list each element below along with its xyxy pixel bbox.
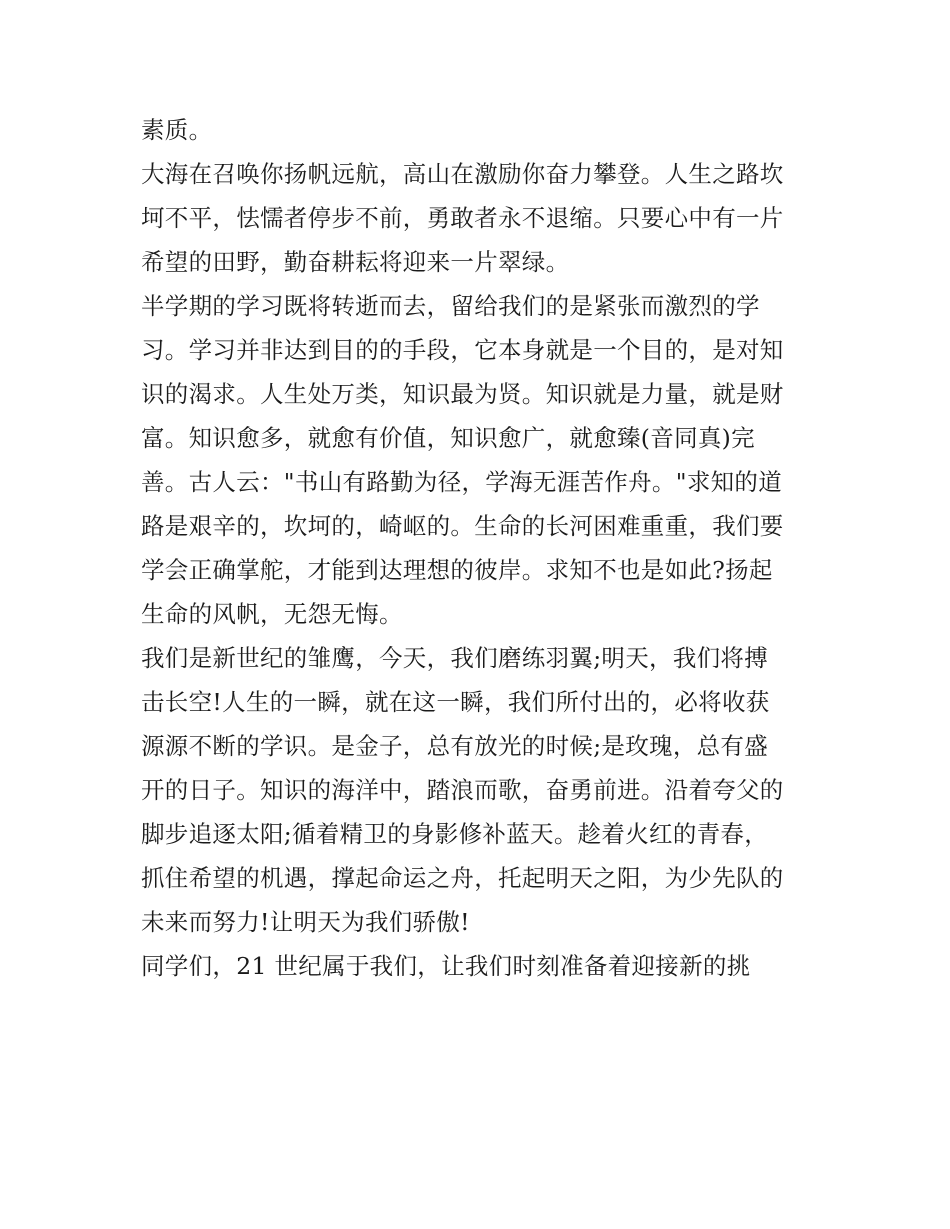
- paragraph-5: [141, 944, 821, 988]
- paragraph-2: [141, 152, 821, 284]
- text-line: 我们是新世纪的雏鹰，今天，我们磨练羽翼;明天，我们将搏: [141, 644, 769, 672]
- text-line: 抓住希望的机遇，撑起命运之舟，托起明天之阳，为少先队的: [141, 864, 784, 892]
- text-line: 击长空!人生的一瞬，就在这一瞬，我们所付出的，必将收获: [141, 688, 770, 716]
- text-line: 路是艰辛的，坎坷的，崎岖的。生命的长河困难重重，我们要: [141, 512, 784, 540]
- text-line: 未来而努力!让明天为我们骄傲!: [141, 908, 470, 936]
- text-line: 脚步追逐太阳;循着精卫的身影修补蓝天。趁着火红的青春，: [141, 820, 769, 848]
- text-line: 学会正确掌舵，才能到达理想的彼岸。求知不也是如此?扬起: [141, 556, 773, 584]
- text-line: 半学期的学习既将转逝而去，留给我们的是紧张而激烈的学: [141, 292, 760, 320]
- text-line: 开的日子。知识的海洋中，踏浪而歌，奋勇前进。沿着夸父的: [141, 776, 784, 804]
- document-body: [141, 108, 821, 988]
- paragraph-4: [141, 636, 821, 944]
- paragraph-1: [141, 108, 821, 152]
- text-line: 生命的风帆，无怨无悔。: [141, 600, 403, 628]
- text-line: 素质。: [141, 116, 213, 144]
- text-line: 大海在召唤你扬帆远航，高山在激励你奋力攀登。人生之路坎: [141, 160, 784, 188]
- text-line: 源源不断的学识。是金子，总有放光的时候;是玫瑰，总有盛: [141, 732, 769, 760]
- text-line: 坷不平，怯懦者停步不前，勇敢者永不退缩。只要心中有一片: [141, 204, 784, 232]
- text-line: 希望的田野，勤奋耕耘将迎来一片翠绿。: [141, 248, 570, 276]
- text-line: 习。学习并非达到目的的手段，它本身就是一个目的，是对知: [141, 336, 784, 364]
- paragraph-3: [141, 284, 821, 636]
- text-line: 识的渴求。人生处万类，知识最为贤。知识就是力量，就是财: [141, 380, 784, 408]
- text-line: 富。知识愈多，就愈有价值，知识愈广，就愈臻(音同真)完: [141, 424, 755, 452]
- text-line: 同学们，21 世纪属于我们，让我们时刻准备着迎接新的挑: [141, 952, 751, 980]
- text-line: 善。古人云："书山有路勤为径，学海无涯苦作舟。"求知的道: [141, 468, 783, 496]
